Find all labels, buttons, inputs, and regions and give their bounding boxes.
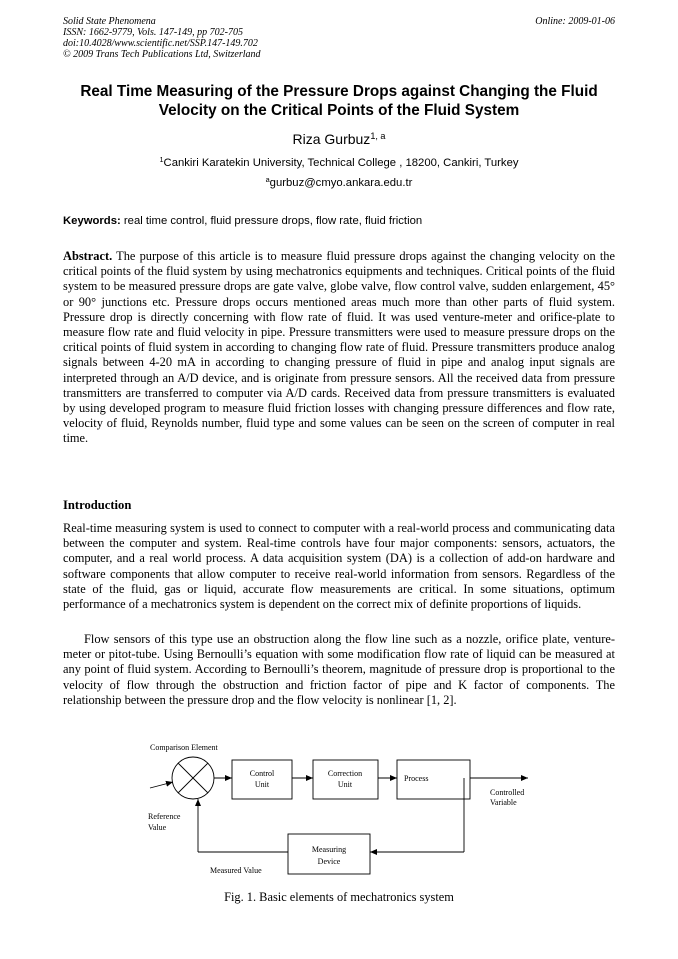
email-mark: a <box>265 174 270 184</box>
measuring-device-block <box>288 834 370 874</box>
measured-value-label: Measured Value <box>210 866 262 875</box>
process-label: Process <box>404 774 429 783</box>
controlled-variable-label-2: Variable <box>490 798 517 807</box>
abstract-label: Abstract. <box>63 249 113 263</box>
controlled-variable-label-1: Controlled <box>490 788 525 797</box>
figure-block-diagram <box>140 740 540 880</box>
paper-title-line-2: Velocity on the Critical Points of the Fluid System <box>158 102 520 119</box>
comparison-element-label: Comparison Element <box>150 743 218 752</box>
introduction-paragraph-2: Flow sensors of this type use an obstruction along the flow line such as a nozzle, orifice plate, venture-meter or pitot-tube. Using Bernoulli’s equation with some modification flow rate of liquid can be measured at any point of fluid system. According to Bernoulli’s theorem, magnitude of pressure drop is proportional to the velocity of flow through the obstruction and friction factor of pipe and K factor of components. The relationship between the pressure drop and the flow velocity is nonlinear [1, 2]. <box>63 632 615 707</box>
measuring-device-label-1: Measuring <box>311 845 347 854</box>
journal-name: Solid State Phenomena <box>63 16 156 27</box>
affiliation-mark: 1 <box>159 154 164 164</box>
affiliation <box>0 156 678 170</box>
correction-unit-label-2: Unit <box>337 780 353 789</box>
introduction-heading: Introduction <box>63 498 132 512</box>
correction-unit-label-1: Correction <box>327 769 363 778</box>
email-text: gurbuz@cmyo.ankara.edu.tr <box>269 177 413 189</box>
author-name: Riza Gurbuz <box>292 131 371 147</box>
paper-title-line-1: Real Time Measuring of the Pressure Drops against Changing the Fluid <box>80 83 598 100</box>
control-unit-label-1: Control <box>249 769 275 778</box>
online-date: Online: 2009-01-06 <box>535 16 615 27</box>
paper-title <box>40 82 638 120</box>
keywords-label: Keywords: <box>63 215 121 227</box>
journal-copyright: © 2009 Trans Tech Publications Ltd, Switzerland <box>63 49 261 60</box>
author-marks: 1, a <box>370 131 386 141</box>
journal-header <box>63 16 261 60</box>
control-unit-label-2: Unit <box>254 780 270 789</box>
affiliation-text: Cankiri Karatekin University, Technical College , 18200, Cankiri, Turkey <box>163 157 519 169</box>
reference-value-label-1: Reference <box>148 812 181 821</box>
reference-value-label-2: Value <box>148 823 167 832</box>
abstract-text: The purpose of this article is to measure fluid pressure drops against the changing velocity on the critical points of the fluid system by using mechatronics equipments and techniques. Critical points of the fluid system to be measured pressure drops are gate valve, globe valve, flow control valve, sudden enlargement, 45° or 90° junctions etc. Pressure drops occurs mentioned areas much more than other parts of fluid system. Pressure drop is directly concerning with flow rate of fluid. It was used venture-meter and orifice-plate to measure flow rate and fluid velocity in pipe. Pressure transmitters were used to measure pressure drops on the critical points of fluid system in according to changing flow rate of fluid. Pressure transmitters produce analog signals between 4-20 mA in according to changing pressure of fluid in pipe and analog input signals are interpreted through an A/D device, and is originate from pressure sensors. All the received data from pressure transmitters are transferred to computer via A/D cards. Received data from pressure transmitters is evaluated by using developed program to measure fluid friction losses with changing pressure differences and flow rate, velocity of fluid, Reynolds number, fluid type and some values can be seen on the screen of computer in real time. <box>63 249 615 446</box>
keywords <box>63 214 623 228</box>
measuring-device-label-2: Device <box>317 857 341 866</box>
journal-issn: ISSN: 1662-9779, Vols. 147-149, pp 702-705 <box>63 27 243 38</box>
abstract <box>63 249 615 447</box>
keywords-text: real time control, fluid pressure drops, flow rate, fluid friction <box>120 215 423 227</box>
author <box>0 130 678 148</box>
journal-doi: doi:10.4028/www.scientific.net/SSP.147-149.702 <box>63 38 258 49</box>
figure-caption: Fig. 1. Basic elements of mechatronics system <box>224 890 454 904</box>
author-email <box>0 176 678 190</box>
introduction-paragraph-1: Real-time measuring system is used to connect to computer with a real-world process and communicating data between the computer and system. Real-time controls have four major components: sensors, actuators, the computer, and a real world process. A data acquisition system (DA) is a collection of add-on hardware and software components that allow computer to receive real-world information from sensors. Regardless of the state of the fluid, gas or liquid, accurate flow measurements are critical. In some situations, optimum performance of a mechatronics system is dependent on the correct mix of definite proportions of liquids. <box>63 521 615 612</box>
